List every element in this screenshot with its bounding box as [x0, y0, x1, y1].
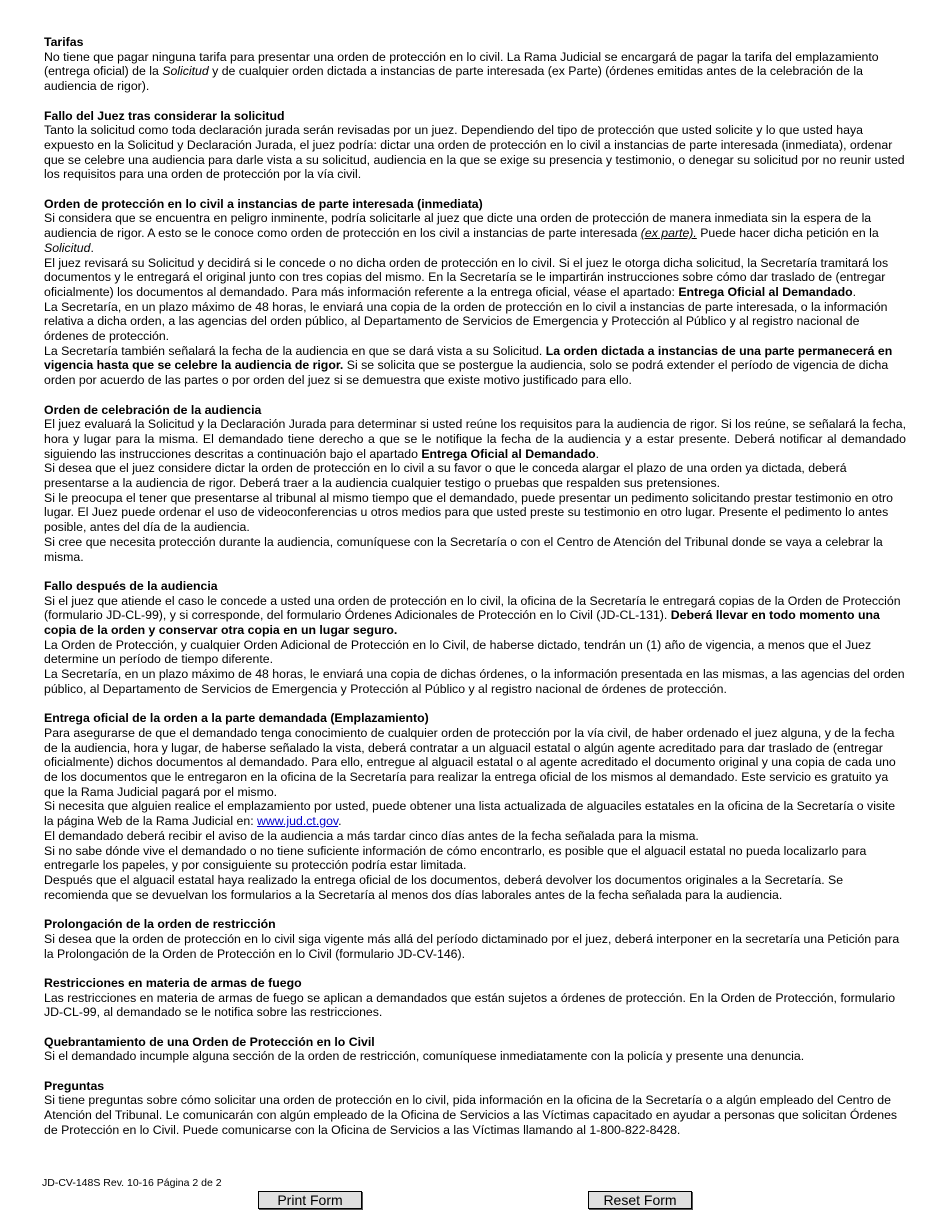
section-title: Fallo después de la audiencia: [44, 578, 218, 593]
paragraph: Si desea que la orden de protección en lo civil siga vigente más allá del período dictaminado por el juez, deberá interponer en la secretaría una Petición para la Prolongación de la Orden de Protección en lo Civil (formulario JD-CV-146).: [44, 931, 900, 961]
section-title: Restricciones en materia de armas de fuego: [44, 975, 302, 990]
paragraph: La Orden de Protección, y cualquier Orden Adicional de Protección en lo Civil, de haberse dictado, tendrán un (1) año de vigencia, a menos que el Juez determine un período de tiempo diferente.: [44, 637, 872, 667]
paragraph: No tiene que pagar ninguna tarifa para presentar una orden de protección en lo civil. La Rama Judicial se encargará de pagar la tarifa del emplazamiento (entrega oficial) de la Solicitud y de cualquier orden dictada a instancias de parte interesada (ex Parte) (órdenes emitidas antes de la celebración de la audiencia de rigor).: [44, 49, 879, 94]
section-orden-audiencia: [44, 403, 906, 565]
paragraph: Tanto la solicitud como toda declaración jurada serán revisadas por un juez. Dependiendo del tipo de protección que usted solicite y lo que usted haya expuesto en la Solicitud y Declaración Jurada, el juez podría: dictar una orden de protección en lo civil a instancias de parte interesada (inmediata), ordenar que se celebre una audiencia para darle vista a su solicitud, audiencia en la que se exige su presencia y testimonio, o denegar su solicitud por no reunir usted los requisitos para una orden de protección por la vía civil.: [44, 123, 905, 182]
section-title: Orden de celebración de la audiencia: [44, 402, 262, 417]
section-title: Fallo del Juez tras considerar la solicitud: [44, 108, 285, 123]
form-footer: JD-CV-148S Rev. 10-16 Página 2 de 2: [42, 1177, 222, 1189]
section-preguntas: [44, 1079, 906, 1138]
section-title: Quebrantamiento de una Orden de Protección en lo Civil: [44, 1034, 375, 1049]
paragraph: Si le preocupa el tener que presentarse al tribunal al mismo tiempo que el demandado, puede presentar un pedimento solicitando prestar testimonio en otro lugar. El Juez puede ordenar el uso de videoconferencias u otros medios para que usted preste su testimonio en otro lugar. Presente el pedimento lo antes posible, antes del día de la audiencia.: [44, 490, 893, 535]
paragraph: Para asegurarse de que el demandado tenga conocimiento de cualquier orden de protección por la vía civil, de haber ordenado el juez alguna, y de la fecha de la audiencia, hora y lugar, de haberse señalado la vista, deberá contratar a un alguacil estatal o algún agente acreditado para dar traslado de (entregar oficialmente) dichos documentos al demandado. Para ello, entregue al alguacil estatal o al agente acreditado el documento original y una copia de cada uno de los documentos que le entregaron en la oficina de la Secretaría para realizar la entrega oficial de los mismos al demandado. Este servicio es gratuito ya que la Rama Judicial pagará por el mismo.: [44, 725, 896, 799]
paragraph: La Secretaría, en un plazo máximo de 48 horas, le enviará una copia de dichas órdenes, o la información presentada en las mismas, a las agencias del orden público, al Departamento de Servicios de Emergencia y Protección al Público y al registro nacional de órdenes de protección.: [44, 667, 905, 696]
paragraph: Las restricciones en materia de armas de fuego se aplican a demandados que están sujetos a órdenes de protección. En la Orden de Protección, formulario JD-CL-99, al demandado se le notifica sobre las restricciones.: [44, 990, 896, 1020]
section-quebrantamiento: [44, 1035, 906, 1064]
section-armas: [44, 976, 906, 1020]
section-fallo-despues: [44, 579, 906, 697]
paragraph: Después que el alguacil estatal haya realizado la entrega oficial de los documentos, deberá devolver los documentos originales a la Secretaría. Se recomienda que se devuelvan los formularios a la Secretaría al menos dos días laborales antes de la fecha señalada para la audiencia.: [44, 873, 844, 902]
section-entrega-oficial: [44, 711, 906, 902]
section-title: Preguntas: [44, 1078, 105, 1093]
paragraph: Si necesita que alguien realice el emplazamiento por usted, puede obtener una lista actualizada de alguaciles estatales en la oficina de la Secretaría o visite la página Web de la Rama Judicial en: www.jud.ct.gov.: [44, 799, 896, 829]
paragraph: La Secretaría, en un plazo máximo de 48 horas, le enviará una copia de la orden de protección en lo civil a instancias de parte interesada, o la información relativa a dicha orden, a las agencias del orden público, al Departamento de Servicios de Emergencia y Protección al Público y al registro nacional de órdenes de protección.: [44, 299, 888, 344]
jud-website-link[interactable]: www.jud.ct.gov: [257, 814, 339, 829]
section-title: Tarifas: [44, 35, 84, 49]
paragraph: Si tiene preguntas sobre cómo solicitar una orden de protección en lo civil, pida información en la oficina de la Secretaría o a algún empleado del Centro de Atención del Tribunal. Le comunicarán con algún empleado de la Oficina de Servicios a las Víctimas capacitado en ayudar a personas que solicitan Órdenes de Protección en lo Civil. Puede comunicarse con la Oficina de Servicios a las Víctimas llamando al 1-800-822-8428.: [44, 1093, 898, 1137]
paragraph: Si el juez que atiende el caso le concede a usted una orden de protección en lo civil, la oficina de la Secretaría le entregará copias de la Orden de Protección (formulario JD-CL-99), y si corresponde, del formulario Órdenes Adicionales de Protección en lo Civil (JD-CL-131). Deberá llevar en todo momento una copia de la orden y conservar otra copia en un lugar seguro.: [44, 593, 901, 638]
paragraph: Si el demandado incumple alguna sección de la orden de restricción, comuníquese inmediatamente con la policía y presente una denuncia.: [44, 1049, 805, 1064]
section-title: Entrega oficial de la orden a la parte demandada (Emplazamiento): [44, 711, 429, 726]
reset-form-button[interactable]: Reset Form: [588, 1191, 692, 1209]
paragraph: El juez revisará su Solicitud y decidirá si le concede o no dicha orden de protección en lo civil. Si el juez le otorga dicha solicitud, la Secretaría tramitará los documentos y le entregará el original junto con tres copias del mismo. En la Secretaría se le impartirán instrucciones sobre cómo dar traslado de (entregar oficialmente) los documentos al demandado. Para más información referente a la entrega oficial, véase el apartado: Entrega Oficial al Demandado.: [44, 255, 889, 299]
section-fallo-juez: [44, 109, 906, 183]
section-title: Orden de protección en lo civil a instancias de parte interesada (inmediata): [44, 196, 483, 211]
paragraph: Si no sabe dónde vive el demandado o no tiene suficiente información de cómo encontrarlo, es posible que el alguacil estatal no pueda localizarlo para entregarle los papeles, y por consiguiente su protección podría estar limitada.: [44, 843, 867, 873]
section-orden-inmediata: [44, 197, 906, 388]
paragraph: Si considera que se encuentra en peligro inminente, podría solicitarle al juez que dicte una orden de protección de manera inmediata sin la espera de la audiencia de rigor. A esto se le conoce como orden de protección en los civil a instancias de parte interesada (ex parte). Puede hacer dicha petición en la Solicitud.: [44, 211, 879, 255]
section-title: Prolongación de la orden de restricción: [44, 917, 276, 932]
paragraph: Si cree que necesita protección durante la audiencia, comuníquese con la Secretaría o con el Centro de Atención del Tribunal donde se vaya a celebrar la misma.: [44, 534, 883, 564]
paragraph: El demandado deberá recibir el aviso de la audiencia a más tardar cinco días antes de la fecha señalada para la misma.: [44, 828, 699, 843]
section-prolongacion: [44, 917, 906, 961]
paragraph: Si desea que el juez considere dictar la orden de protección en lo civil a su favor o que le conceda alargar el plazo de una orden ya dictada, deberá presentarse a la audiencia de rigor. Deberá traer a la audiencia cualquier testigo o pruebas que respalden sus pretensiones.: [44, 461, 847, 491]
paragraph: La Secretaría también señalará la fecha de la audiencia en que se dará vista a su Solicitud. La orden dictada a instancias de una parte permanecerá en vigencia hasta que se celebre la audiencia de rigor. Si se solicita que se postergue la audiencia, solo se podrá extender el período de vigencia de dicha orden por acuerdo de las partes o por orden del juez si se demuestra que existe motivo justificado para ello.: [44, 343, 893, 388]
document-body: [44, 35, 906, 1152]
section-tarifas: [44, 35, 906, 94]
paragraph: El juez evaluará la Solicitud y la Declaración Jurada para determinar si usted reúne los requisitos para la audiencia de rigor. Si los reúne, se señalará la fecha, hora y lugar para la misma. El demandado tiene derecho a que se le notifique la fecha de la audiencia y a estar presente. Deberá notificar al demandado siguiendo las instrucciones descritas a continuación bajo el apartado Entrega Oficial al Demandado.: [44, 417, 906, 461]
print-form-button[interactable]: Print Form: [258, 1191, 362, 1209]
